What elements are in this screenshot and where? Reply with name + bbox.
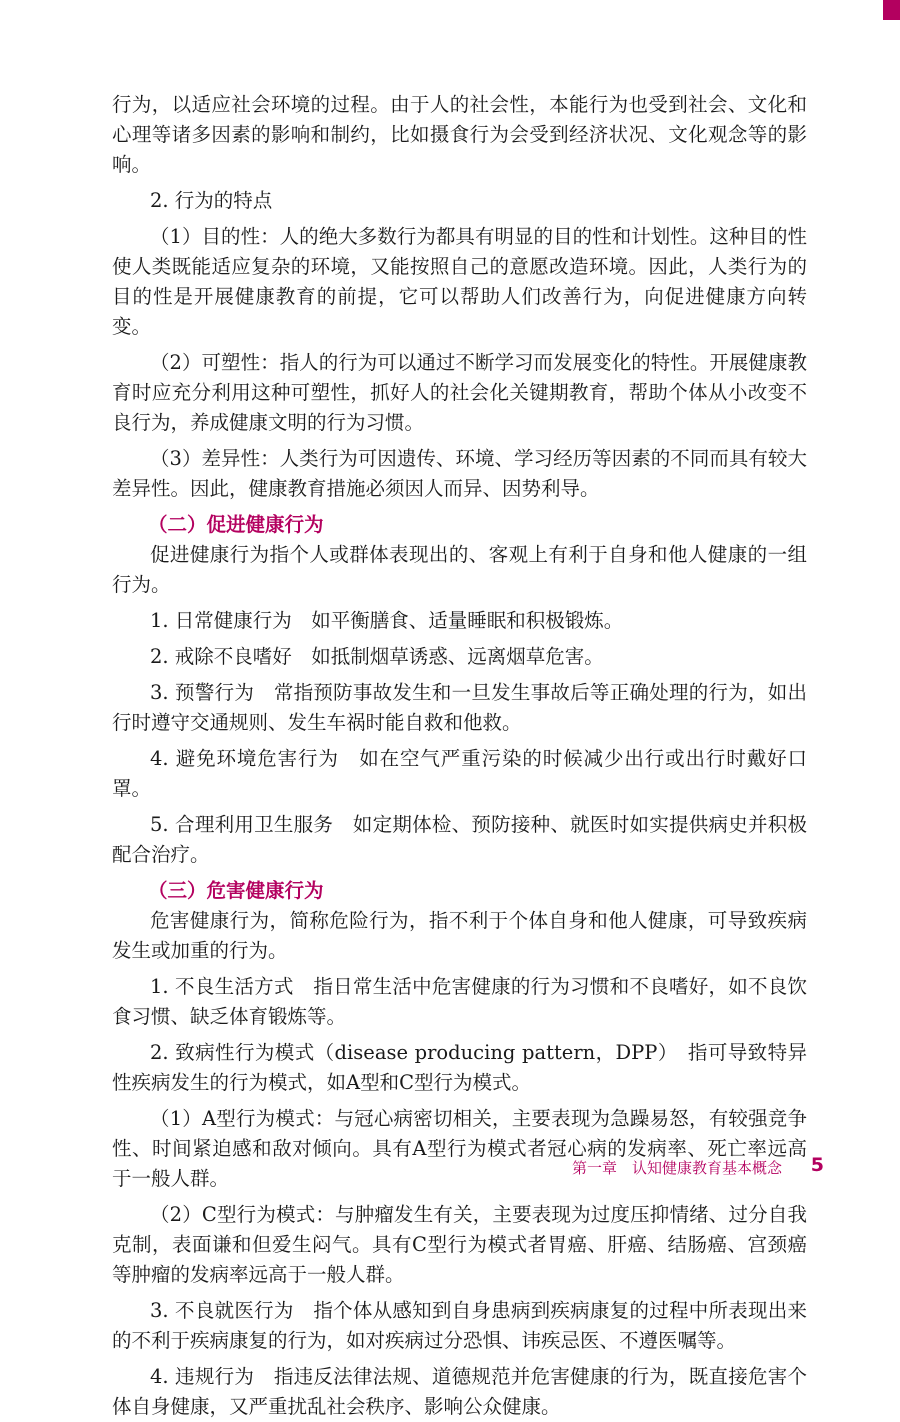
subheading-behavior-features: 2. 行为的特点	[150, 189, 273, 212]
paragraph-behavior-intro: 行为，以适应社会环境的过程。由于人的社会性，本能行为也受到社会、文化和心理等诸多因素的影响和制约，比如摄食行为会受到经济状况、文化观念等的影响。	[112, 93, 807, 176]
chapter-title: 第一章 认知健康教育基本概念	[571, 1159, 782, 1177]
list-item-violation-behavior: 4. 违规行为 指违反法律法规、道德规范并危害健康的行为，既直接危害个体自身健康，又严重扰乱社会秩序、影响公众健康。	[112, 1365, 807, 1418]
list-item-daily-health-behavior: 1. 日常健康行为 如平衡膳食、适量睡眠和积极锻炼。	[150, 609, 624, 632]
list-item-use-health-services: 5. 合理利用卫生服务 如定期体检、预防接种、就医时如实提供病史并积极配合治疗。	[112, 813, 807, 866]
list-item-type-c-pattern: （2）C型行为模式：与肿瘤发生有关，主要表现为过度压抑情绪、过分自我克制，表面谦和但爱生闷气。具有C型行为模式者胃癌、肝癌、结肠癌、宫颈癌等肿瘤的发病率远高于一般人群。	[112, 1203, 807, 1286]
paragraph-health-risk-definition: 危害健康行为，简称危险行为，指不利于个体自身和他人健康，可导致疾病发生或加重的行为。	[112, 909, 807, 962]
list-item-avoid-environmental-hazard: 4. 避免环境危害行为 如在空气严重污染的时候减少出行或出行时戴好口罩。	[112, 747, 807, 800]
paragraph-diversity: （3）差异性：人类行为可因遗传、环境、学习经历等因素的不同而具有较大差异性。因此，健康教育措施必须因人而异、因势利导。	[112, 447, 807, 500]
list-item-disease-producing-pattern: 2. 致病性行为模式（disease producing pattern，DPP） 指可导致特异性疾病发生的行为模式，如A型和C型行为模式。	[112, 1041, 807, 1094]
page-footer	[0, 1155, 900, 1177]
paragraph-plasticity: （2）可塑性：指人的行为可以通过不断学习而发展变化的特性。开展健康教育时应充分利用这种可塑性，抓好人的社会化关键期教育，帮助个体从小改变不良行为，养成健康文明的行为习惯。	[112, 351, 807, 434]
page-number: 5	[810, 1154, 824, 1176]
paragraph-health-promoting-definition: 促进健康行为指个人或群体表现出的、客观上有利于自身和他人健康的一组行为。	[112, 543, 807, 596]
section-heading-health-risk-behavior: （三）危害健康行为	[148, 879, 324, 902]
section-heading-health-promoting-behavior: （二）促进健康行为	[148, 513, 324, 536]
list-item-quit-bad-habits: 2. 戒除不良嗜好 如抵制烟草诱惑、远离烟草危害。	[150, 645, 604, 668]
chapter-side-tab	[883, 0, 900, 20]
list-item-precaution-behavior: 3. 预警行为 常指预防事故发生和一旦发生事故后等正确处理的行为，如出行时遵守交通规则、发生车祸时能自救和他救。	[112, 681, 807, 734]
paragraph-purposiveness: （1）目的性：人的绝大多数行为都具有明显的目的性和计划性。这种目的性使人类既能适应复杂的环境，又能按照自己的意愿改造环境。因此，人类行为的目的性是开展健康教育的前提，它可以帮助人们改善行为，向促进健康方向转变。	[112, 225, 807, 338]
list-item-unhealthy-lifestyle: 1. 不良生活方式 指日常生活中危害健康的行为习惯和不良嗜好，如不良饮食习惯、缺乏体育锻炼等。	[112, 975, 807, 1028]
page-body	[112, 90, 807, 1422]
list-item-type-a-pattern: （1）A型行为模式：与冠心病密切相关，主要表现为急躁易怒，有较强竞争性、时间紧迫感和敌对倾向。具有A型行为模式者冠心病的发病率、死亡率远高于一般人群。	[112, 1107, 807, 1190]
list-item-poor-medical-behavior: 3. 不良就医行为 指个体从感知到自身患病到疾病康复的过程中所表现出来的不利于疾病康复的行为，如对疾病过分恐惧、讳疾忌医、不遵医嘱等。	[112, 1299, 807, 1352]
